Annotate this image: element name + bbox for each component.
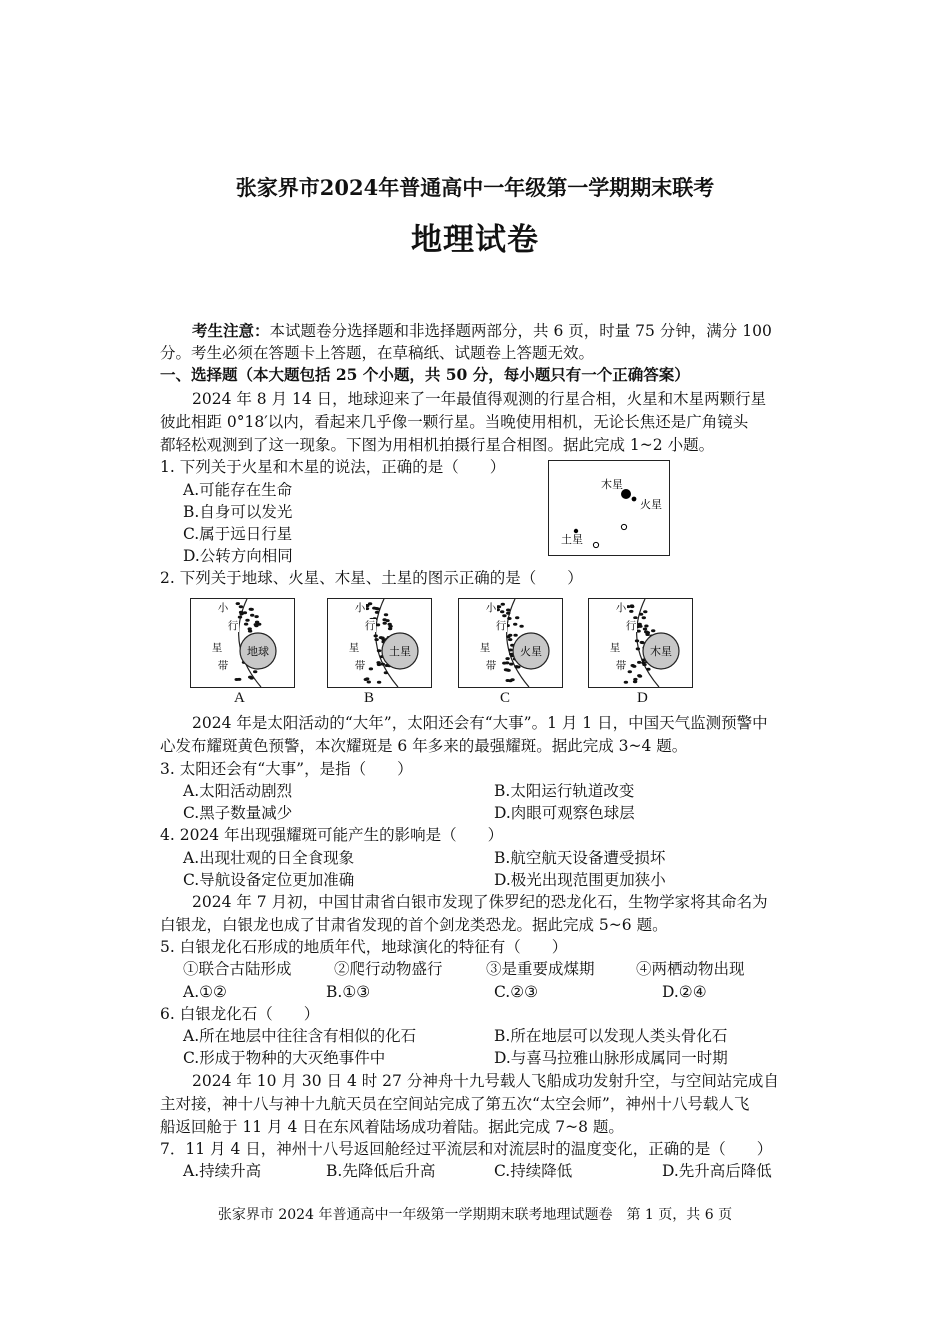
planet-label: 木星 bbox=[650, 645, 672, 658]
asteroid-dot bbox=[646, 668, 650, 671]
asteroid-dot bbox=[239, 605, 243, 608]
asteroid-dot bbox=[642, 616, 646, 619]
asteroid-dot bbox=[636, 647, 640, 650]
asteroid-dot bbox=[513, 623, 517, 626]
conjunction-svg bbox=[549, 461, 669, 555]
asteroid-dot bbox=[631, 664, 635, 667]
mars-dot bbox=[632, 497, 637, 502]
belt-label-char: 小 bbox=[615, 602, 627, 614]
asteroid-dot bbox=[374, 638, 378, 641]
asteroid-dot bbox=[384, 671, 388, 674]
q6-option-d: D.与喜马拉雅山脉形成属同一时期 bbox=[494, 1049, 728, 1067]
asteroid-dot bbox=[250, 614, 254, 617]
q5-stem: 5. 白银龙化石形成的地质年代，地球演化的特征有（ ） bbox=[160, 938, 568, 956]
asteroid-dot bbox=[644, 630, 648, 633]
asteroid-dot bbox=[250, 608, 254, 611]
asteroid-dot bbox=[643, 610, 647, 613]
page-footer: 张家界市 2024 年普通高中一年级第一学期期末联考地理试题卷 第 1 页，共 6 页 bbox=[217, 1207, 733, 1223]
belt-label-char: 星 bbox=[609, 642, 621, 654]
asteroid-dot bbox=[384, 613, 388, 616]
asteroid-dot bbox=[644, 625, 648, 628]
passage4-line-3: 船返回舱于 11 月 4 日在东风着陆场成功着陆。据此完成 7~8 题。 bbox=[160, 1118, 624, 1136]
q4-option-d: D.极光出现范围更加狭小 bbox=[494, 871, 666, 889]
asteroid-dot bbox=[506, 609, 510, 612]
q2-panel-svg bbox=[328, 599, 431, 687]
asteroid-dot bbox=[628, 670, 632, 673]
asteroid-dot bbox=[500, 610, 504, 613]
q5-item-4: ④两栖动物出现 bbox=[636, 960, 745, 978]
q3-option-d: D.肉眼可观察色球层 bbox=[494, 804, 635, 822]
q1-option-b: B.自身可以发光 bbox=[183, 503, 293, 521]
asteroid-dot bbox=[510, 678, 514, 681]
subject-title: 地理试卷 bbox=[411, 222, 539, 258]
saturn-label: 土星 bbox=[561, 533, 583, 546]
q5-option-d: D.②④ bbox=[662, 983, 707, 1001]
belt-label-char: 行 bbox=[364, 620, 376, 632]
notice-label: 考生注意： bbox=[192, 321, 270, 340]
notice-line-2: 分。考生必须在答题卡上答题，在草稿纸、试题卷上答题无效。 bbox=[160, 344, 595, 362]
asteroid-dot bbox=[508, 634, 512, 637]
q2-caption-a: A bbox=[234, 690, 245, 706]
asteroid-dot bbox=[254, 615, 258, 618]
asteroid-dot bbox=[365, 677, 369, 680]
q2-panel-svg bbox=[191, 599, 294, 687]
asteroid-dot bbox=[381, 663, 385, 666]
asteroid-dot bbox=[245, 619, 249, 622]
q2-panel-svg bbox=[589, 599, 692, 687]
asteroid-dot bbox=[377, 649, 381, 652]
q6-option-a: A.所在地层中往往含有相似的化石 bbox=[183, 1027, 417, 1045]
q6-stem: 6. 白银龙化石（ ） bbox=[160, 1005, 320, 1023]
belt-label-char: 行 bbox=[227, 620, 239, 632]
q2-caption-d: D bbox=[637, 690, 648, 706]
asteroid-dot bbox=[651, 629, 655, 632]
asteroid-dot bbox=[508, 649, 512, 652]
q1-option-c: C.属于远日行星 bbox=[183, 525, 293, 543]
asteroid-dot bbox=[630, 604, 634, 607]
mars-label: 火星 bbox=[640, 498, 662, 511]
asteroid-dot bbox=[516, 666, 520, 669]
passage4-line-2: 主对接，神十八与神十九航天员在空间站完成了第五次“太空会师”，神州十八号载人飞 bbox=[160, 1095, 750, 1113]
q2-panel-d bbox=[588, 598, 693, 688]
q1-option-a: A.可能存在生命 bbox=[183, 481, 293, 499]
asteroid-dot bbox=[377, 681, 381, 684]
q3-option-a: A.太阳活动剧烈 bbox=[183, 782, 293, 800]
asteroid-dot bbox=[239, 612, 243, 615]
q7-option-c: C.持续降低 bbox=[494, 1162, 573, 1180]
q1-option-d: D.公转方向相同 bbox=[183, 547, 293, 565]
asteroid-dot bbox=[640, 641, 644, 644]
asteroid-dot bbox=[376, 623, 380, 626]
star-hollow-2 bbox=[593, 542, 598, 547]
q2-panel-a bbox=[190, 598, 295, 688]
asteroid-dot bbox=[375, 611, 379, 614]
planet-label: 地球 bbox=[247, 645, 269, 658]
conjunction-figure bbox=[548, 460, 670, 556]
belt-label-char: 带 bbox=[354, 660, 366, 672]
asteroid-dot bbox=[636, 630, 640, 633]
asteroid-dot bbox=[385, 619, 389, 622]
asteroid-dot bbox=[501, 603, 505, 606]
q3-option-b: B.太阳运行轨道改变 bbox=[494, 782, 635, 800]
passage1-line-3: 都轻松观测到了这一现象。下图为用相机拍摄行星合相图。据此完成 1~2 小题。 bbox=[160, 436, 715, 454]
asteroid-dot bbox=[637, 674, 641, 677]
q7-option-b: B.先降低后升高 bbox=[326, 1162, 436, 1180]
passage2-line-2: 心发布耀斑黄色预警，本次耀斑是 6 年多来的最强耀斑。据此完成 3~4 题。 bbox=[160, 737, 688, 755]
q1-stem: 1. 下列关于火星和木星的说法，正确的是（ ） bbox=[160, 458, 506, 476]
q6-option-b: B.所在地层可以发现人类头骨化石 bbox=[494, 1027, 728, 1045]
asteroid-dot bbox=[635, 639, 639, 642]
asteroid-dot bbox=[633, 616, 637, 619]
asteroid-dot bbox=[383, 622, 387, 625]
asteroid-dot bbox=[248, 627, 252, 630]
asteroid-dot bbox=[624, 681, 628, 684]
q5-option-b: B.①③ bbox=[326, 983, 371, 1001]
asteroid-dot bbox=[508, 638, 512, 641]
asteroid-dot bbox=[388, 627, 392, 630]
asteroid-dot bbox=[388, 623, 392, 626]
asteroid-dot bbox=[638, 623, 642, 626]
passage3-line-1: 2024 年 7 月初，中国甘肃省白银市发现了侏罗纪的恐龙化石，生物学家将其命名为 bbox=[192, 893, 768, 911]
belt-label-char: 星 bbox=[348, 642, 360, 654]
q4-option-a: A.出现壮观的日全食现象 bbox=[183, 849, 355, 867]
q5-item-1: ①联合古陆形成 bbox=[183, 960, 292, 978]
passage1-line-1: 2024 年 8 月 14 日，地球迎来了一年最值得观测的行星合相，火星和木星两颗行星 bbox=[192, 390, 767, 408]
asteroid-dot bbox=[367, 681, 371, 684]
q7-option-d: D.先升高后降低 bbox=[662, 1162, 772, 1180]
asteroid-dot bbox=[515, 616, 519, 619]
q6-option-c: C.形成于物种的大灭绝事件中 bbox=[183, 1049, 386, 1067]
planet-label: 火星 bbox=[520, 645, 542, 658]
asteroid-dot bbox=[637, 661, 641, 664]
belt-label-char: 带 bbox=[217, 660, 229, 672]
asteroid-dot bbox=[506, 612, 510, 615]
asteroid-dot bbox=[643, 628, 647, 631]
passage3-line-2: 白银龙，白银龙也成了甘肃省发现的首个剑龙类恐龙。据此完成 5~6 题。 bbox=[160, 916, 668, 934]
asteroid-dot bbox=[506, 679, 510, 682]
asteroid-dot bbox=[502, 614, 506, 617]
planet-label: 土星 bbox=[389, 645, 411, 658]
asteroid-dot bbox=[253, 670, 257, 673]
asteroid-dot bbox=[519, 625, 523, 628]
q2-caption-b: B bbox=[364, 690, 375, 706]
asteroid-dot bbox=[374, 634, 378, 637]
exam-title: 张家界市2024年普通高中一年级第一学期期末联考 bbox=[235, 175, 715, 200]
asteroid-dot bbox=[629, 610, 633, 613]
belt-label-char: 行 bbox=[625, 620, 637, 632]
asteroid-dot bbox=[642, 663, 646, 666]
belt-label-char: 带 bbox=[615, 660, 627, 672]
asteroid-dot bbox=[639, 613, 643, 616]
asteroid-dot bbox=[633, 680, 637, 683]
section-heading: 一、选择题（本大题包括 25 个小题，共 50 分，每小题只有一个正确答案） bbox=[160, 365, 690, 384]
asteroid-dot bbox=[507, 617, 511, 620]
asteroid-dot bbox=[248, 676, 252, 679]
belt-label-char: 带 bbox=[485, 660, 497, 672]
q5-item-2: ②爬行动物盛行 bbox=[334, 960, 443, 978]
q4-option-c: C.导航设备定位更加准确 bbox=[183, 871, 355, 889]
asteroid-dot bbox=[369, 667, 373, 670]
q4-stem: 4. 2024 年出现强耀斑可能产生的影响是（ ） bbox=[160, 826, 504, 844]
q2-panel-b bbox=[327, 598, 432, 688]
asteroid-dot bbox=[244, 623, 248, 626]
asteroid-dot bbox=[509, 663, 513, 666]
asteroid-dot bbox=[236, 602, 240, 605]
asteroid-dot bbox=[237, 678, 241, 681]
q3-option-c: C.黑子数量减少 bbox=[183, 804, 293, 822]
q2-stem: 2. 下列关于地球、火星、木星、土星的图示正确的是（ ） bbox=[160, 569, 583, 587]
q4-option-b: B.航空航天设备遭受损坏 bbox=[494, 849, 666, 867]
notice-line-1 bbox=[192, 320, 772, 342]
belt-label-char: 星 bbox=[479, 642, 491, 654]
q7-stem: 7．11 月 4 日，神州十八号返回舱经过平流层和对流层时的温度变化，正确的是（ ） bbox=[160, 1140, 773, 1158]
q2-caption-c: C bbox=[500, 690, 511, 706]
q2-panel-svg bbox=[459, 599, 562, 687]
asteroid-dot bbox=[506, 669, 510, 672]
asteroid-dot bbox=[505, 657, 509, 660]
belt-label-char: 小 bbox=[354, 602, 366, 614]
asteroid-dot bbox=[238, 616, 242, 619]
notice-text-1: 本试题卷分选择题和非选择题两部分，共 6 页，时量 75 分钟，满分 100 bbox=[269, 322, 772, 340]
q5-item-3: ③是重要成煤期 bbox=[486, 960, 595, 978]
belt-label-char: 星 bbox=[211, 642, 223, 654]
belt-label-char: 小 bbox=[485, 602, 497, 614]
belt-label-char: 小 bbox=[217, 602, 229, 614]
asteroid-dot bbox=[376, 607, 380, 610]
belt-label-char: 行 bbox=[495, 620, 507, 632]
asteroid-dot bbox=[513, 634, 517, 637]
q3-stem: 3. 太阳还会有“大事”，是指（ ） bbox=[160, 760, 413, 778]
asteroid-dot bbox=[497, 605, 501, 608]
q5-option-c: C.②③ bbox=[494, 983, 539, 1001]
q2-panel-c bbox=[458, 598, 563, 688]
asteroid-dot bbox=[502, 662, 506, 665]
passage4-line-1: 2024 年 10 月 30 日 4 时 27 分神舟十九号载人飞船成功发射升空，与空间站完成自 bbox=[192, 1072, 779, 1090]
passage1-line-2: 彼此相距 0°18′以内，看起来几乎像一颗行星。当晚使用相机，无论长焦还是广角镜头 bbox=[160, 413, 749, 431]
star-hollow-1 bbox=[621, 524, 626, 529]
jupiter-label: 木星 bbox=[601, 478, 623, 491]
passage2-line-1: 2024 年是太阳活动的“大年”，太阳还会有“大事”。1 月 1 日，中国天气监测预警中 bbox=[192, 714, 768, 732]
asteroid-dot bbox=[257, 623, 261, 626]
q5-option-a: A.①② bbox=[183, 983, 227, 1001]
q7-option-a: A.持续升高 bbox=[183, 1162, 262, 1180]
asteroid-dot bbox=[377, 663, 381, 666]
